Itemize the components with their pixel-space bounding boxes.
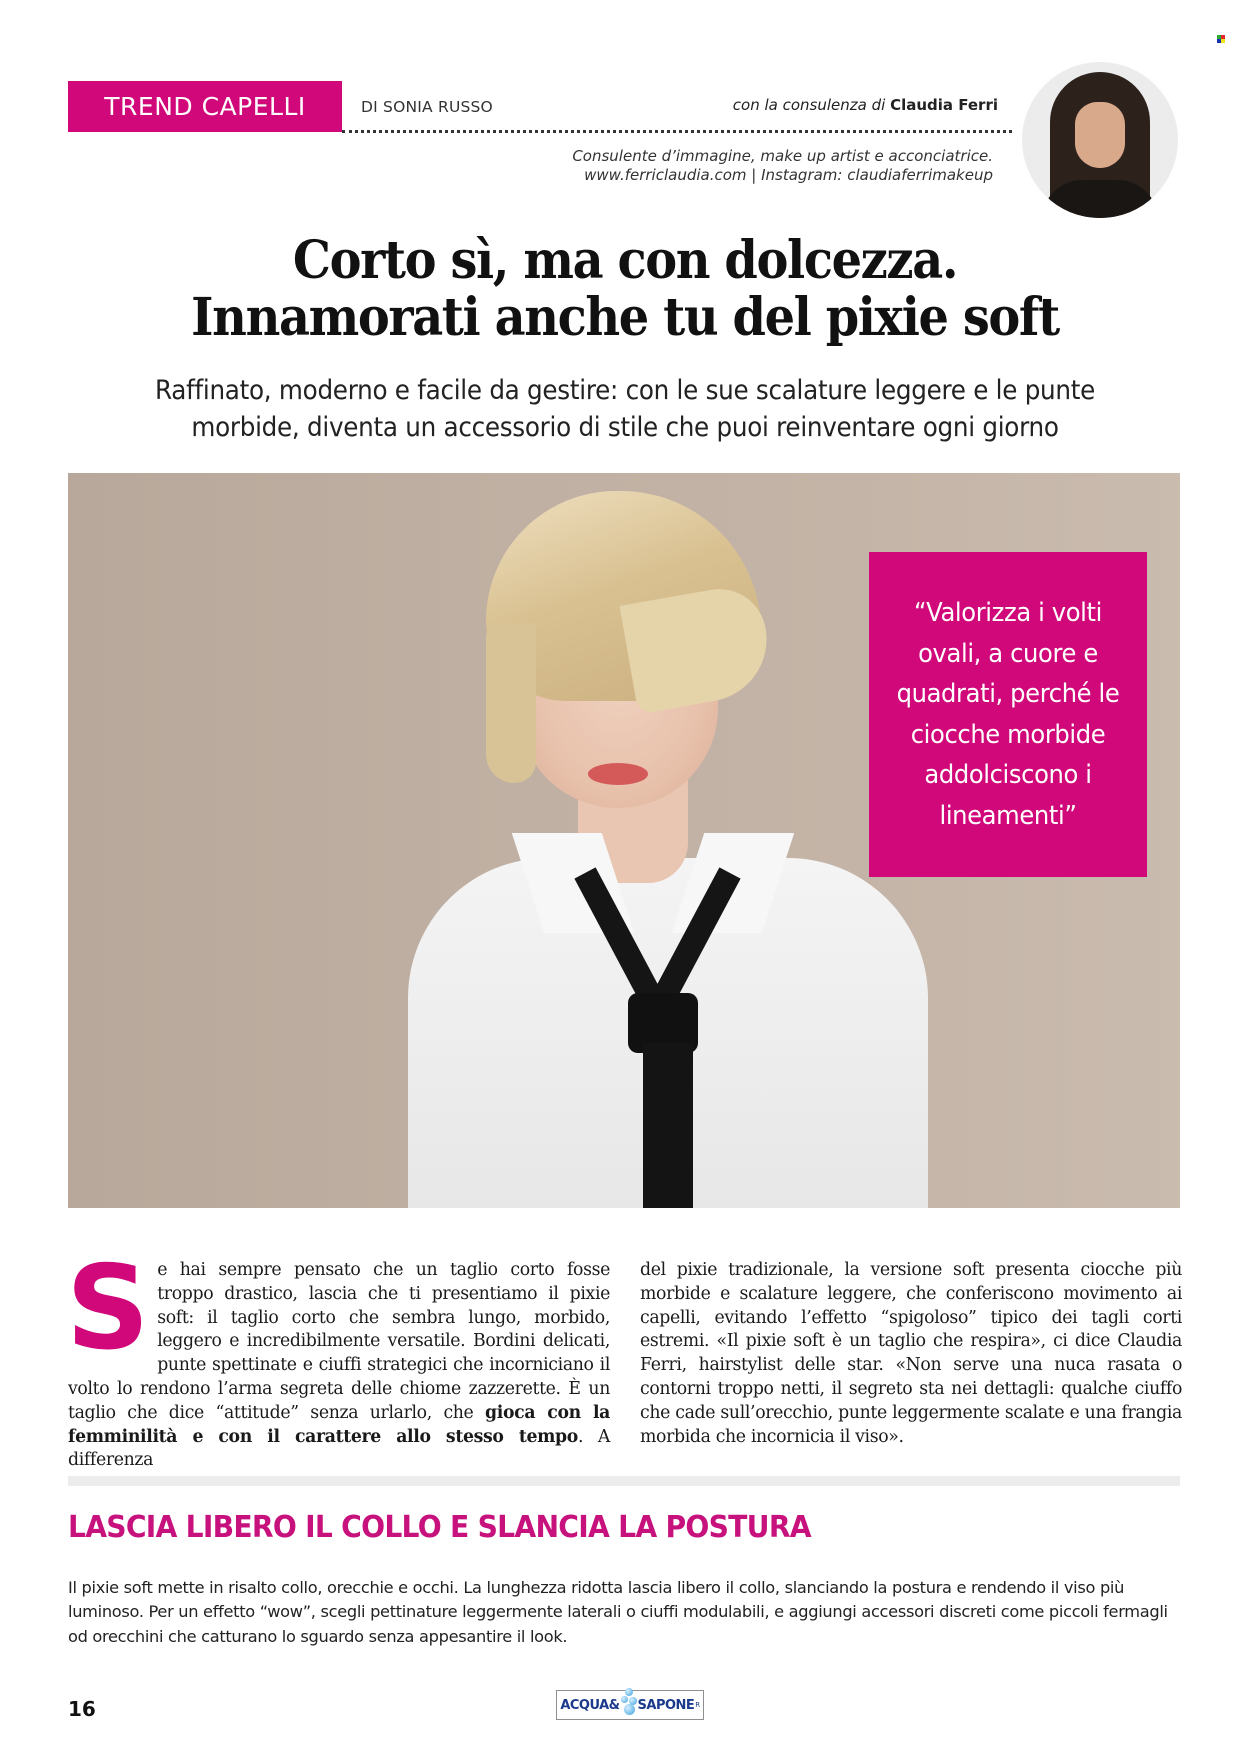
consultant-name: Claudia Ferri [890,96,998,114]
deck-line-1: Raffinato, moderno e facile da gestire: con le sue scalature leggere e le punte [154,375,1096,406]
column-1-text-b: . A differenza [68,1426,610,1471]
bubbles-icon [621,1694,637,1716]
article-column-1 [66,1241,611,1473]
photo-lips [588,763,648,785]
article-column-2 [640,1259,1182,1449]
headline-line-1: Corto sì, ma con dolcezza. [292,230,958,291]
section-body: Il pixie soft mette in risalto collo, orecchie e occhi. La lunghezza ridotta lascia libero il collo, slanciando la postura e rendendo il viso più luminoso. Per un effetto “wow”, scegli pettinature leggermente laterali o ciuffi modulabili, e aggiungi accessori discreti come piccoli fermagli od orecchini che catturano lo sguardo senza appesantire il look. [68,1578,1168,1646]
color-swatch-yellow [1221,39,1225,43]
column-1-bold: gioca con la femminilità e con il carattere allo stesso tempo [68,1402,611,1447]
brand-right-text: SAPONE [637,1697,695,1713]
brand-left-text: ACQUA& [560,1697,620,1713]
consultant-role: Consulente d’immagine, make up artist e acconciatrice. [572,147,993,165]
hero-photo [68,473,1180,1208]
drop-cap: S [66,1241,150,1376]
pull-quote-box [869,552,1147,877]
section-divider-bar [68,1476,1180,1486]
column-1-text-a: e hai sempre pensato che un taglio corto fosse troppo drastico, lascia che ti presentiamo il pixie soft: il taglio corto che sembra lungo, morbido, leggero e incredibilmente versatile. Bordini delicati, punte spettinate e ciuffi strategici che incorniciano il volto lo rendono l’arma segreta delle chiome zazzerette. È un taglio che dice “attitude” senza urlarlo, che [68,1260,610,1423]
column-2-text: del pixie tradizionale, la versione soft presenta ciocche più morbide e scalature leggere, che conferiscono movimento ai capelli, evitando l’effetto “spigoloso” tipico dei tagli corti estremi. «Il pixie soft è un taglio che respira», ci dice Claudia Ferri, hairstylist delle star. «Non serve una nuca rasata o contorni troppo netti, il segreto sta nei dettagli: qualche ciuffo che cade sull’orecchio, punte leggermente scalate e una frangia morbida che incornicia il viso». [640,1260,1182,1447]
avatar-face-shape [1075,102,1125,168]
article-headline [50,232,1200,346]
consultant-prefix: con la consulenza di [732,96,891,114]
article-deck [44,372,1207,446]
headline-line-2: Innamorati anche tu del pixie soft [191,287,1059,348]
consultant-credit [733,96,998,114]
author-byline: DI SONIA RUSSO [361,98,493,116]
acqua-sapone-logo [556,1690,704,1720]
registered-mark: R [695,1701,700,1709]
page-number: 16 [68,1697,96,1721]
deck-line-2: morbide, diventa un accessorio di stile che puoi reinventare ogni giorno [191,412,1059,443]
pull-quote-text: “Valorizza i volti ovali, a cuore e quadrati, perché le ciocche morbide addolciscono i lineamenti” [896,598,1120,831]
photo-tie-blade [643,1043,693,1208]
photo-hair-side [486,623,536,783]
consultant-avatar [1022,62,1178,218]
section-tag: TREND CAPELLI [68,81,342,132]
dotted-divider [342,130,1012,133]
print-color-mark [1217,35,1225,43]
consultant-links: www.ferriclaudia.com | Instagram: claudiaferrimakeup [584,166,993,184]
consultant-description [572,147,993,185]
section-subhead: LASCIA LIBERO IL COLLO E SLANCIA LA POSTURA [68,1510,811,1545]
